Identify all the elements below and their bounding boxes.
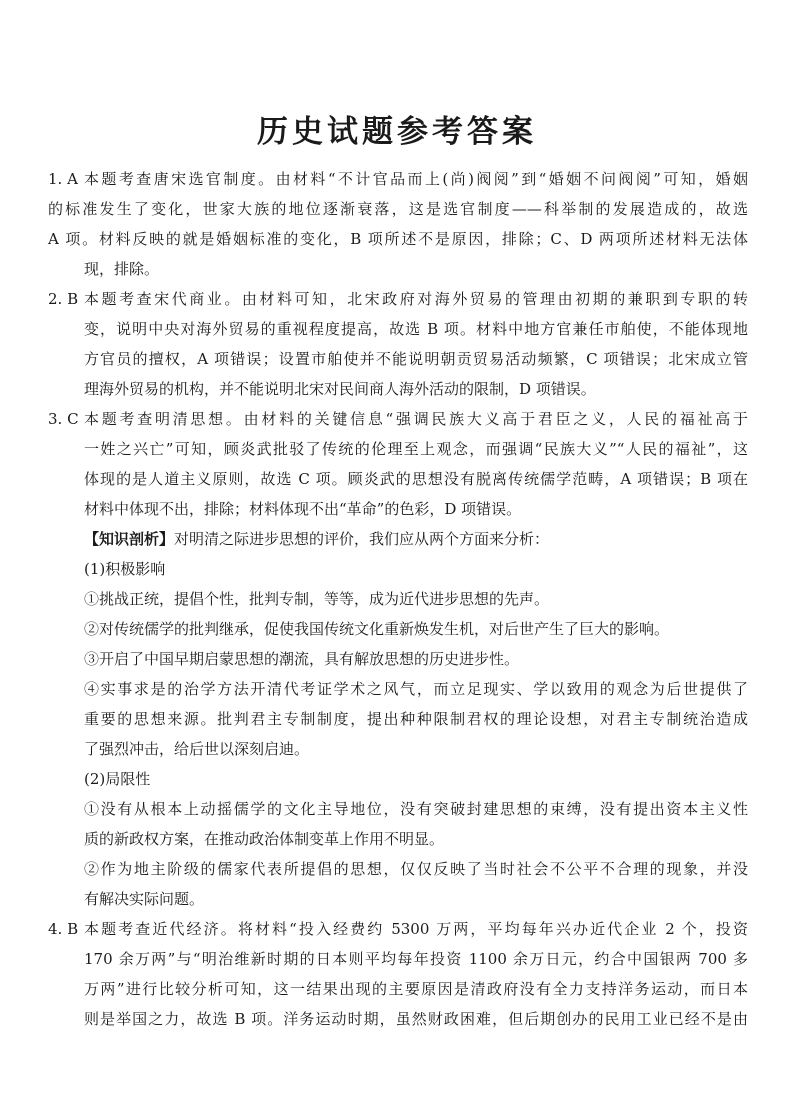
answer-text-line: 体现的是人道主义原则，故选 C 项。顾炎武的思想没有脱离传统儒学范畴，A 项错误；B 项在 xyxy=(84,470,748,488)
answer-item-4 xyxy=(48,914,748,1034)
analysis-part1-title: (1)积极影响 xyxy=(84,560,166,578)
answer-text-line: 的标准发生了变化，世家大族的地位逐渐衰落，这是选官制度——科举制的发展造成的，故选 xyxy=(48,200,748,218)
answer-number: 4. B xyxy=(48,920,79,938)
analysis-intro-line xyxy=(84,524,748,554)
analysis-label: 【知识剖析】 xyxy=(84,530,175,548)
answer-text-line: 本题考查近代经济。将材料“投入经费约 5300 万两，平均每年兴办近代企业 2 个，投资 xyxy=(84,920,748,938)
analysis-point: ③开启了中国早期启蒙思想的潮流，具有解放思想的历史进步性。 xyxy=(84,650,520,668)
analysis-part2-title: (2)局限性 xyxy=(84,770,151,788)
analysis-point: ①没有从根本上动摇儒学的文化主导地位，没有突破封建思想的束缚，没有提出资本主义性 xyxy=(84,800,748,818)
analysis-point-cont: 重要的思想来源。批判君主专制制度，提出种种限制君权的理论设想，对君主专制统治造成 xyxy=(84,710,748,728)
answer-text-line: 一姓之兴亡”可知，顾炎武批驳了传统的伦理至上观念，而强调“民族大义”“人民的福祉”，这 xyxy=(84,440,748,458)
analysis-intro: 对明清之际进步思想的评价，我们应从两个方面来分析： xyxy=(174,530,550,548)
answer-item-3 xyxy=(48,404,748,524)
answer-text-line: 现，排除。 xyxy=(84,260,160,278)
page-title: 历史试题参考答案 xyxy=(257,114,537,150)
analysis-point-cont: 质的新政权方案，在推动政治体制变革上作用不明显。 xyxy=(84,830,445,848)
analysis-point-cont: 了强烈冲击，给后世以深刻启迪。 xyxy=(84,740,310,758)
answer-number: 2. B xyxy=(48,290,79,308)
answer-text-line: 本题考查明清思想。由材料的关键信息“强调民族大义高于君臣之义，人民的福祉高于 xyxy=(84,410,748,428)
analysis-point: ②对传统儒学的批判继承，促使我国传统文化重新焕发生机，对后世产生了巨大的影响。 xyxy=(84,620,670,638)
analysis-point: ②作为地主阶级的儒家代表所提倡的思想，仅仅反映了当时社会不公平不合理的现象，并没 xyxy=(84,860,748,878)
answer-item-1 xyxy=(48,164,748,284)
analysis-point-cont: 有解决实际问题。 xyxy=(84,890,205,908)
answer-number: 1. A xyxy=(48,170,78,188)
answer-text-line: 万两”进行比较分析可知，这一结果出现的主要原因是清政府没有全力支持洋务运动，而日本 xyxy=(84,980,748,998)
answer-content xyxy=(48,164,748,1034)
answer-text-line: 本题考查宋代商业。由材料可知，北宋政府对海外贸易的管理由初期的兼职到专职的转 xyxy=(84,290,748,308)
answer-text-line: 理海外贸易的机构，并不能说明北宋对民间商人海外活动的限制，D 项错误。 xyxy=(84,380,596,398)
answer-text-line: 则是举国之力，故选 B 项。洋务运动时期，虽然财政困难，但后期创办的民用工业已经不是由 xyxy=(84,1010,748,1028)
answer-text-line: A 项。材料反映的就是婚姻标准的变化，B 项所述不是原因，排除；C、D 两项所述材料无法体 xyxy=(48,230,748,248)
answer-text-line: 变，说明中央对海外贸易的重视程度提高，故选 B 项。材料中地方官兼任市舶使，不能体现地 xyxy=(84,320,748,338)
analysis-point: ①挑战正统，提倡个性，批判专制，等等，成为近代进步思想的先声。 xyxy=(84,590,550,608)
knowledge-analysis xyxy=(48,524,748,914)
answer-text-line: 170 余万两”与“明治维新时期的日本则平均每年投资 1100 余万日元，约合中国银两 700 多 xyxy=(84,950,748,968)
answer-text-line: 本题考查唐宋选官制度。由材料“不计官品而上(尚)阀阅”到“婚姻不问阀阅”可知，婚姻 xyxy=(84,170,748,188)
answer-item-2 xyxy=(48,284,748,404)
analysis-point: ④实事求是的治学方法开清代考证学术之风气，而立足现实、学以致用的观念为后世提供了 xyxy=(84,680,748,698)
answer-text-line: 材料中体现不出，排除；材料体现不出“革命”的色彩，D 项错误。 xyxy=(84,500,522,518)
answer-text-line: 方官员的擅权，A 项错误；设置市舶使并不能说明朝贡贸易活动频繁，C 项错误；北宋成立管 xyxy=(84,350,748,368)
answer-number: 3. C xyxy=(48,410,79,428)
